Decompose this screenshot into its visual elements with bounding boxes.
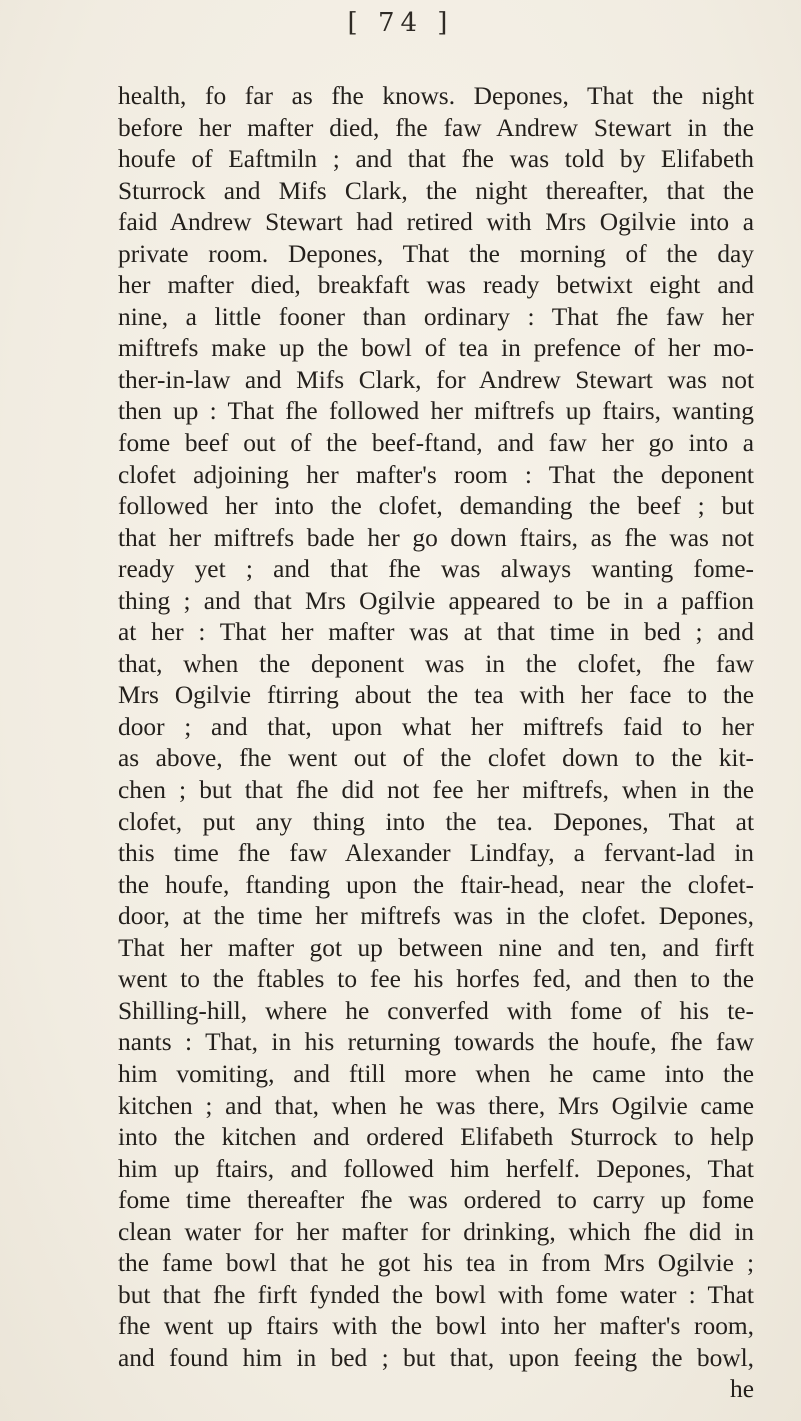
text-line: that, when the deponent was in the clofet, fhe faw xyxy=(118,649,754,678)
text-line: him up ftairs, and followed him herfelf. Depones, That xyxy=(118,1154,754,1183)
text-line: door ; and that, upon what her miftrefs faid to her xyxy=(118,712,754,741)
text-line: clean water for her mafter for drinking, which fhe did in xyxy=(118,1217,754,1246)
text-line: kitchen ; and that, when he was there, Mrs Ogilvie came xyxy=(118,1091,754,1120)
catchword: he xyxy=(730,1375,754,1404)
text-line: followed her into the clofet, demanding the beef ; but xyxy=(118,492,754,521)
text-line: fome beef out of the beef-ftand, and faw her go into a xyxy=(118,429,754,458)
text-line: Sturrock and Mifs Clark, the night thereafter, that the xyxy=(118,176,754,205)
text-line: houfe of Eaftmiln ; and that fhe was told by Elifabeth xyxy=(118,145,754,174)
body-text xyxy=(118,81,798,1406)
text-line: him vomiting, and ftill more when he came into the xyxy=(118,1059,754,1088)
text-line: the fame bowl that he got his tea in from Mrs Ogilvie ; xyxy=(118,1249,754,1278)
text-line: faid Andrew Stewart had retired with Mrs Ogilvie into a xyxy=(118,208,754,237)
text-line: Shilling-hill, where he converfed with fome of his te- xyxy=(118,996,754,1025)
text-line: Mrs Ogilvie ftirring about the tea with her face to the xyxy=(118,681,754,710)
text-line: her mafter died, breakfaft was ready betwixt eight and xyxy=(118,271,754,300)
text-line: into the kitchen and ordered Elifabeth Sturrock to help xyxy=(118,1123,754,1152)
text-line: nants : That, in his returning towards the houfe, fhe faw xyxy=(118,1028,754,1057)
text-line: before her mafter died, fhe faw Andrew Stewart in the xyxy=(118,113,754,142)
text-line: nine, a little fooner than ordinary : That fhe faw her xyxy=(118,302,754,331)
text-line: as above, fhe went out of the clofet down to the kit- xyxy=(118,744,754,773)
text-line: and found him in bed ; but that, upon feeing the bowl, xyxy=(118,1343,754,1372)
text-line: ther-in-law and Mifs Clark, for Andrew Stewart was not xyxy=(118,365,754,394)
text-line: ready yet ; and that fhe was always wanting fome- xyxy=(118,555,754,584)
text-line: clofet, put any thing into the tea. Depones, That at xyxy=(118,807,754,836)
text-line: door, at the time her miftrefs was in the clofet. Depones, xyxy=(118,902,754,931)
page-number: [ 74 ] xyxy=(347,8,454,38)
text-line: health, fo far as fhe knows. Depones, That the night xyxy=(118,82,754,110)
text-line: went to the ftables to fee his horfes fed, and then to the xyxy=(118,965,754,994)
text-line: the houfe, ftanding upon the ftair-head, near the clofet- xyxy=(118,870,754,899)
text-line: then up : That fhe followed her miftrefs up ftairs, wanting xyxy=(118,397,754,426)
text-line: miftrefs make up the bowl of tea in prefence of her mo- xyxy=(118,334,754,363)
text-line: this time fhe faw Alexander Lindfay, a fervant-lad in xyxy=(118,839,754,868)
text-line: fome time thereafter fhe was ordered to carry up fome xyxy=(118,1186,754,1215)
text-line: at her : That her mafter was at that time in bed ; and xyxy=(118,618,754,647)
text-line: chen ; but that fhe did not fee her miftrefs, when in the xyxy=(118,776,754,805)
text-line: clofet adjoining her mafter's room : That the deponent xyxy=(118,460,754,489)
text-line: that her miftrefs bade her go down ftairs, as fhe was not xyxy=(118,523,754,552)
text-line: thing ; and that Mrs Ogilvie appeared to be in a paffion xyxy=(118,586,754,615)
text-line: That her mafter got up between nine and ten, and firft xyxy=(118,933,754,962)
text-line: but that fhe firft fynded the bowl with fome water : That xyxy=(118,1280,754,1309)
text-line: fhe went up ftairs with the bowl into her mafter's room, xyxy=(118,1312,754,1341)
text-line: private room. Depones, That the morning of the day xyxy=(118,239,754,268)
